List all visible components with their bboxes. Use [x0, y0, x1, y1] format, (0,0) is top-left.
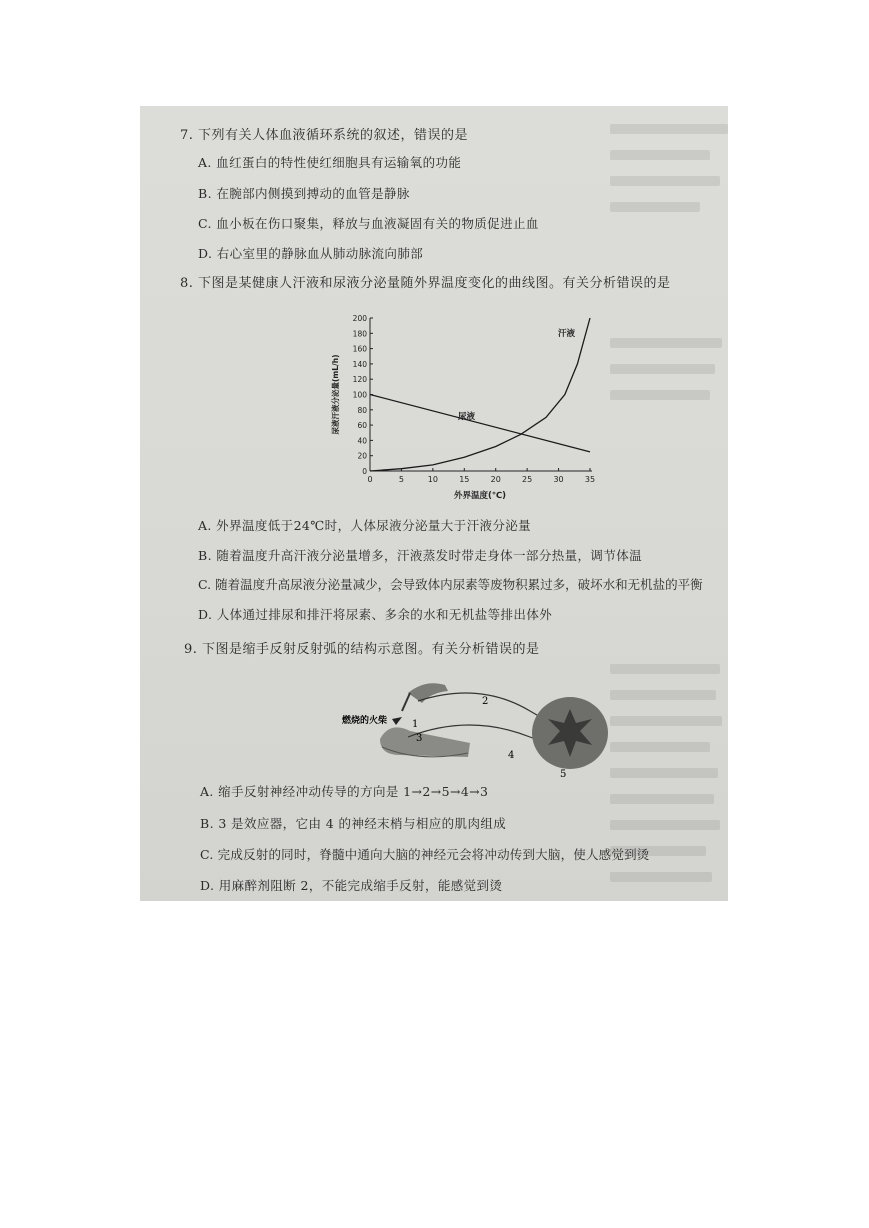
x-tick-label: 20: [490, 475, 501, 484]
bleed-through-text: [610, 716, 722, 726]
question-9-option-d: D. 用麻醉剂阻断 2，不能完成缩手反射，能感觉到烫: [200, 878, 503, 893]
bleed-through-text: [610, 176, 720, 186]
y-tick-label: 160: [352, 344, 367, 354]
series-label-0: 汗液: [558, 329, 576, 339]
y-tick-label: 20: [357, 451, 367, 461]
x-tick-label: 15: [459, 475, 470, 484]
bleed-through-text: [610, 820, 720, 830]
question-9-stem: 9. 下图是缩手反射反射弧的结构示意图。有关分析错误的是: [184, 642, 540, 657]
y-tick-label: 140: [352, 359, 367, 369]
question-8-option-c: C. 随着温度升高尿液分泌量减少，会导致体内尿素等废物积累过多，破坏水和无机盐的平衡: [198, 577, 703, 592]
question-7-stem: 7. 下列有关人体血液循环系统的叙述，错误的是: [180, 128, 469, 143]
question-8-option-b: B. 随着温度升高汗液分泌量增多，汗液蒸发时带走身体一部分热量，调节体温: [198, 548, 643, 563]
bleed-through-text: [610, 690, 716, 700]
figure-number-2: 2: [482, 696, 489, 707]
y-tick-label: 40: [357, 436, 367, 446]
x-tick-label: 0: [367, 475, 373, 484]
secretion-chart: [330, 306, 610, 506]
figure-number-5: 5: [560, 769, 567, 780]
bleed-through-text: [610, 364, 715, 374]
y-tick-label: 60: [357, 421, 367, 431]
y-tick-label: 120: [352, 375, 367, 385]
figure-number-3: 3: [416, 733, 423, 744]
x-tick-label: 25: [522, 475, 533, 484]
series-line-0: [370, 318, 590, 471]
question-9-option-a: A. 缩手反射神经冲动传导的方向是 1→2→5→4→3: [200, 784, 489, 799]
question-7-option-c: C. 血小板在伤口聚集，释放与血液凝固有关的物质促进止血: [198, 216, 539, 231]
hand-illustration: [408, 683, 448, 703]
y-tick-label: 0: [362, 467, 367, 476]
y-tick-label: 80: [357, 405, 367, 415]
question-9-option-b: B. 3 是效应器，它由 4 的神经末梢与相应的肌肉组成: [200, 816, 507, 831]
question-8-stem: 8. 下图是某健康人汗液和尿液分泌量随外界温度变化的曲线图。有关分析错误的是: [180, 276, 671, 291]
bleed-through-text: [610, 768, 718, 778]
reflex-arc-figure: [330, 671, 620, 781]
bleed-through-text: [610, 742, 710, 752]
question-9-option-c: C. 完成反射的同时，脊髓中通向大脑的神经元会将冲动传到大脑，使人感觉到烫: [200, 847, 650, 862]
figure-label: 燃烧的火柴: [342, 716, 388, 726]
document-photo: [140, 106, 728, 901]
question-8-option-a: A. 外界温度低于24℃时，人体尿液分泌量大于汗液分泌量: [198, 518, 532, 533]
bleed-through-text: [610, 872, 712, 882]
x-tick-label: 35: [584, 475, 596, 484]
bleed-through-text: [610, 124, 728, 134]
question-7-option-a: A. 血红蛋白的特性使红细胞具有运输氧的功能: [198, 155, 462, 170]
x-tick-label: 10: [427, 475, 438, 484]
y-axis-title: 尿液汗液分泌量(mL/h): [331, 354, 340, 435]
question-8-option-d: D. 人体通过排尿和排汗将尿素、多余的水和无机盐等排出体外: [198, 607, 553, 622]
bleed-through-text: [610, 664, 720, 674]
bleed-through-text: [610, 150, 710, 160]
y-tick-label: 200: [352, 314, 367, 323]
y-tick-label: 100: [352, 390, 367, 400]
y-tick-label: 180: [352, 329, 367, 339]
series-label-1: 尿液: [458, 412, 476, 422]
x-tick-label: 5: [398, 475, 404, 484]
bleed-through-text: [610, 390, 710, 400]
bleed-through-text: [610, 338, 722, 348]
question-7-option-d: D. 右心室里的静脉血从肺动脉流向肺部: [198, 246, 424, 261]
figure-number-1: 1: [412, 719, 419, 730]
match-icon: [402, 693, 410, 711]
figure-number-4: 4: [508, 750, 515, 761]
bleed-through-text: [610, 202, 700, 212]
x-tick-label: 30: [553, 475, 564, 484]
bleed-through-text: [610, 794, 714, 804]
x-axis-title: 外界温度(℃): [453, 491, 507, 501]
question-7-option-b: B. 在腕部内侧摸到搏动的血管是静脉: [198, 186, 410, 201]
